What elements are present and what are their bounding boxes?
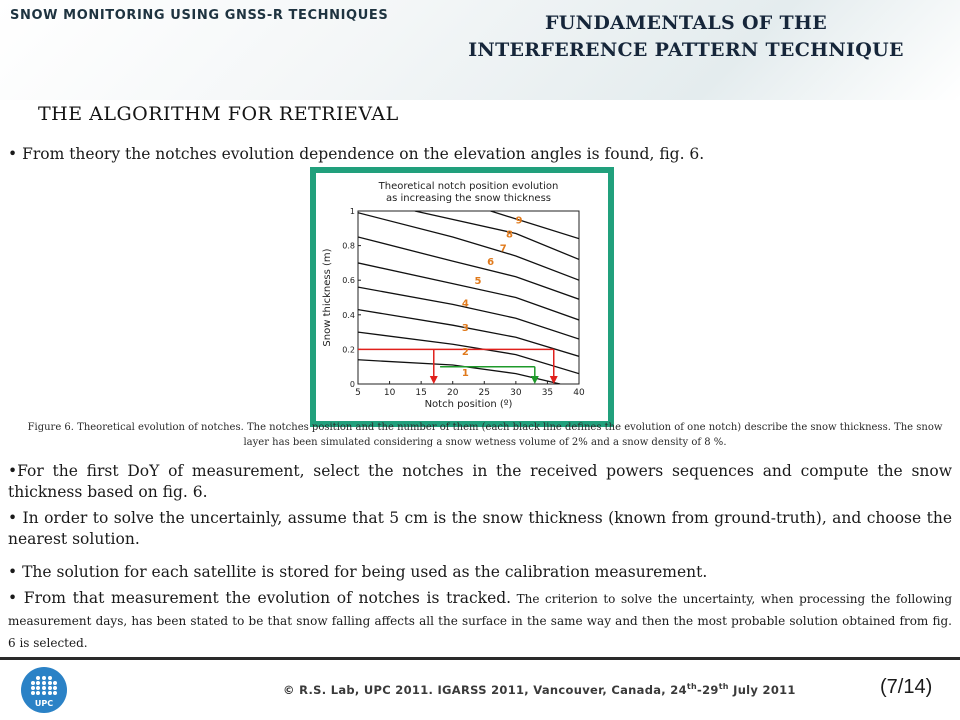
x-tick-label-35: 35 [541,388,554,398]
y-tick-label-1: 1 [349,207,355,216]
bullet-5 [8,588,952,654]
bullet-4: • The solution for each satellite is stored for being used as the calibration measurement. [8,563,708,581]
figure-6 [310,167,614,427]
x-tick-label-5: 5 [355,388,361,398]
x-tick-label-30: 30 [510,388,522,398]
red-arrow-1 [430,376,438,384]
footer-divider [0,657,960,660]
bullet-3: • In order to solve the uncertainly, assume that 5 cm is the snow thickness (known from ground-truth), and choose the nearest solution. [8,509,952,548]
x-tick-label-15: 15 [415,388,427,398]
bullet-5-main: • From that measurement the evolution of notches is tracked. [8,589,512,607]
figure-caption: Figure 6. Theoretical evolution of notches. The notches position and the number of them (each black line defines the evolution of one notch) describe the snow thickness. The snow layer has been simulated considering a snow wetness volume of 2% and a snow density of 8 %. [27,422,943,448]
notch-line-9 [491,211,579,239]
notch-label-4: 4 [461,298,469,310]
upc-logo [21,667,67,713]
notch-label-3: 3 [461,322,469,334]
page-number: (7/14) [880,676,933,698]
x-axis-label: Notch position (º) [424,399,513,410]
footer-credit: © R.S. Lab, UPC 2011. IGARSS 2011, Vancouver, Canada, 24th-29th July 2011 [283,682,796,697]
y-axis-label: Snow thickness (m) [322,248,333,347]
x-tick-label-25: 25 [478,388,491,398]
notch-line-8 [415,211,579,259]
notch-label-9: 9 [515,215,523,227]
notch-line-5 [358,263,579,320]
y-tick-label-0.2: 0.2 [342,345,355,355]
x-tick-label-40: 40 [573,388,585,398]
green-arrow [531,376,539,384]
notch-label-1: 1 [461,367,469,379]
bullet-1: • From theory the notches evolution dependence on the elevation angles is found, fig. 6. [8,145,705,163]
notch-evolution-chart [316,173,608,421]
slide-title [426,10,946,64]
y-tick-label-0.6: 0.6 [342,276,355,286]
chart-title-line1: Theoretical notch position evolution [378,181,559,192]
slide-title-line2: INTERFERENCE PATTERN TECHNIQUE [468,39,904,61]
y-tick-label-0.4: 0.4 [342,310,355,320]
notch-label-2: 2 [461,347,469,359]
notch-label-8: 8 [506,229,514,241]
x-tick-label-20: 20 [446,388,459,398]
x-tick-label-10: 10 [383,388,396,398]
chart-title-line2: as increasing the snow thickness [385,193,552,204]
logo-text: UPC [34,699,54,708]
notch-label-5: 5 [474,276,482,288]
y-tick-label-0.8: 0.8 [342,241,355,251]
section-title: THE ALGORITHM FOR RETRIEVAL [38,103,399,125]
bullet-2: •For the first DoY of measurement, select the notches in the received powers sequences and compute the snow thickness based on fig. 6. [8,462,952,501]
y-tick-label-0: 0 [349,380,355,389]
notch-label-6: 6 [487,257,495,269]
presentation-title: SNOW MONITORING USING GNSS-R TECHNIQUES [10,8,389,23]
bullet-5-detail: The criterion to solve the uncertainty, when processing the following measurement days, has been stated to be that snow falling affects all the surface in the same way and then the most probable solution obtained from fig. 6 is selected. [8,592,952,650]
notch-label-7: 7 [499,243,507,255]
notch-line-1 [358,360,560,384]
slide-title-line1: FUNDAMENTALS OF THE [545,12,827,34]
